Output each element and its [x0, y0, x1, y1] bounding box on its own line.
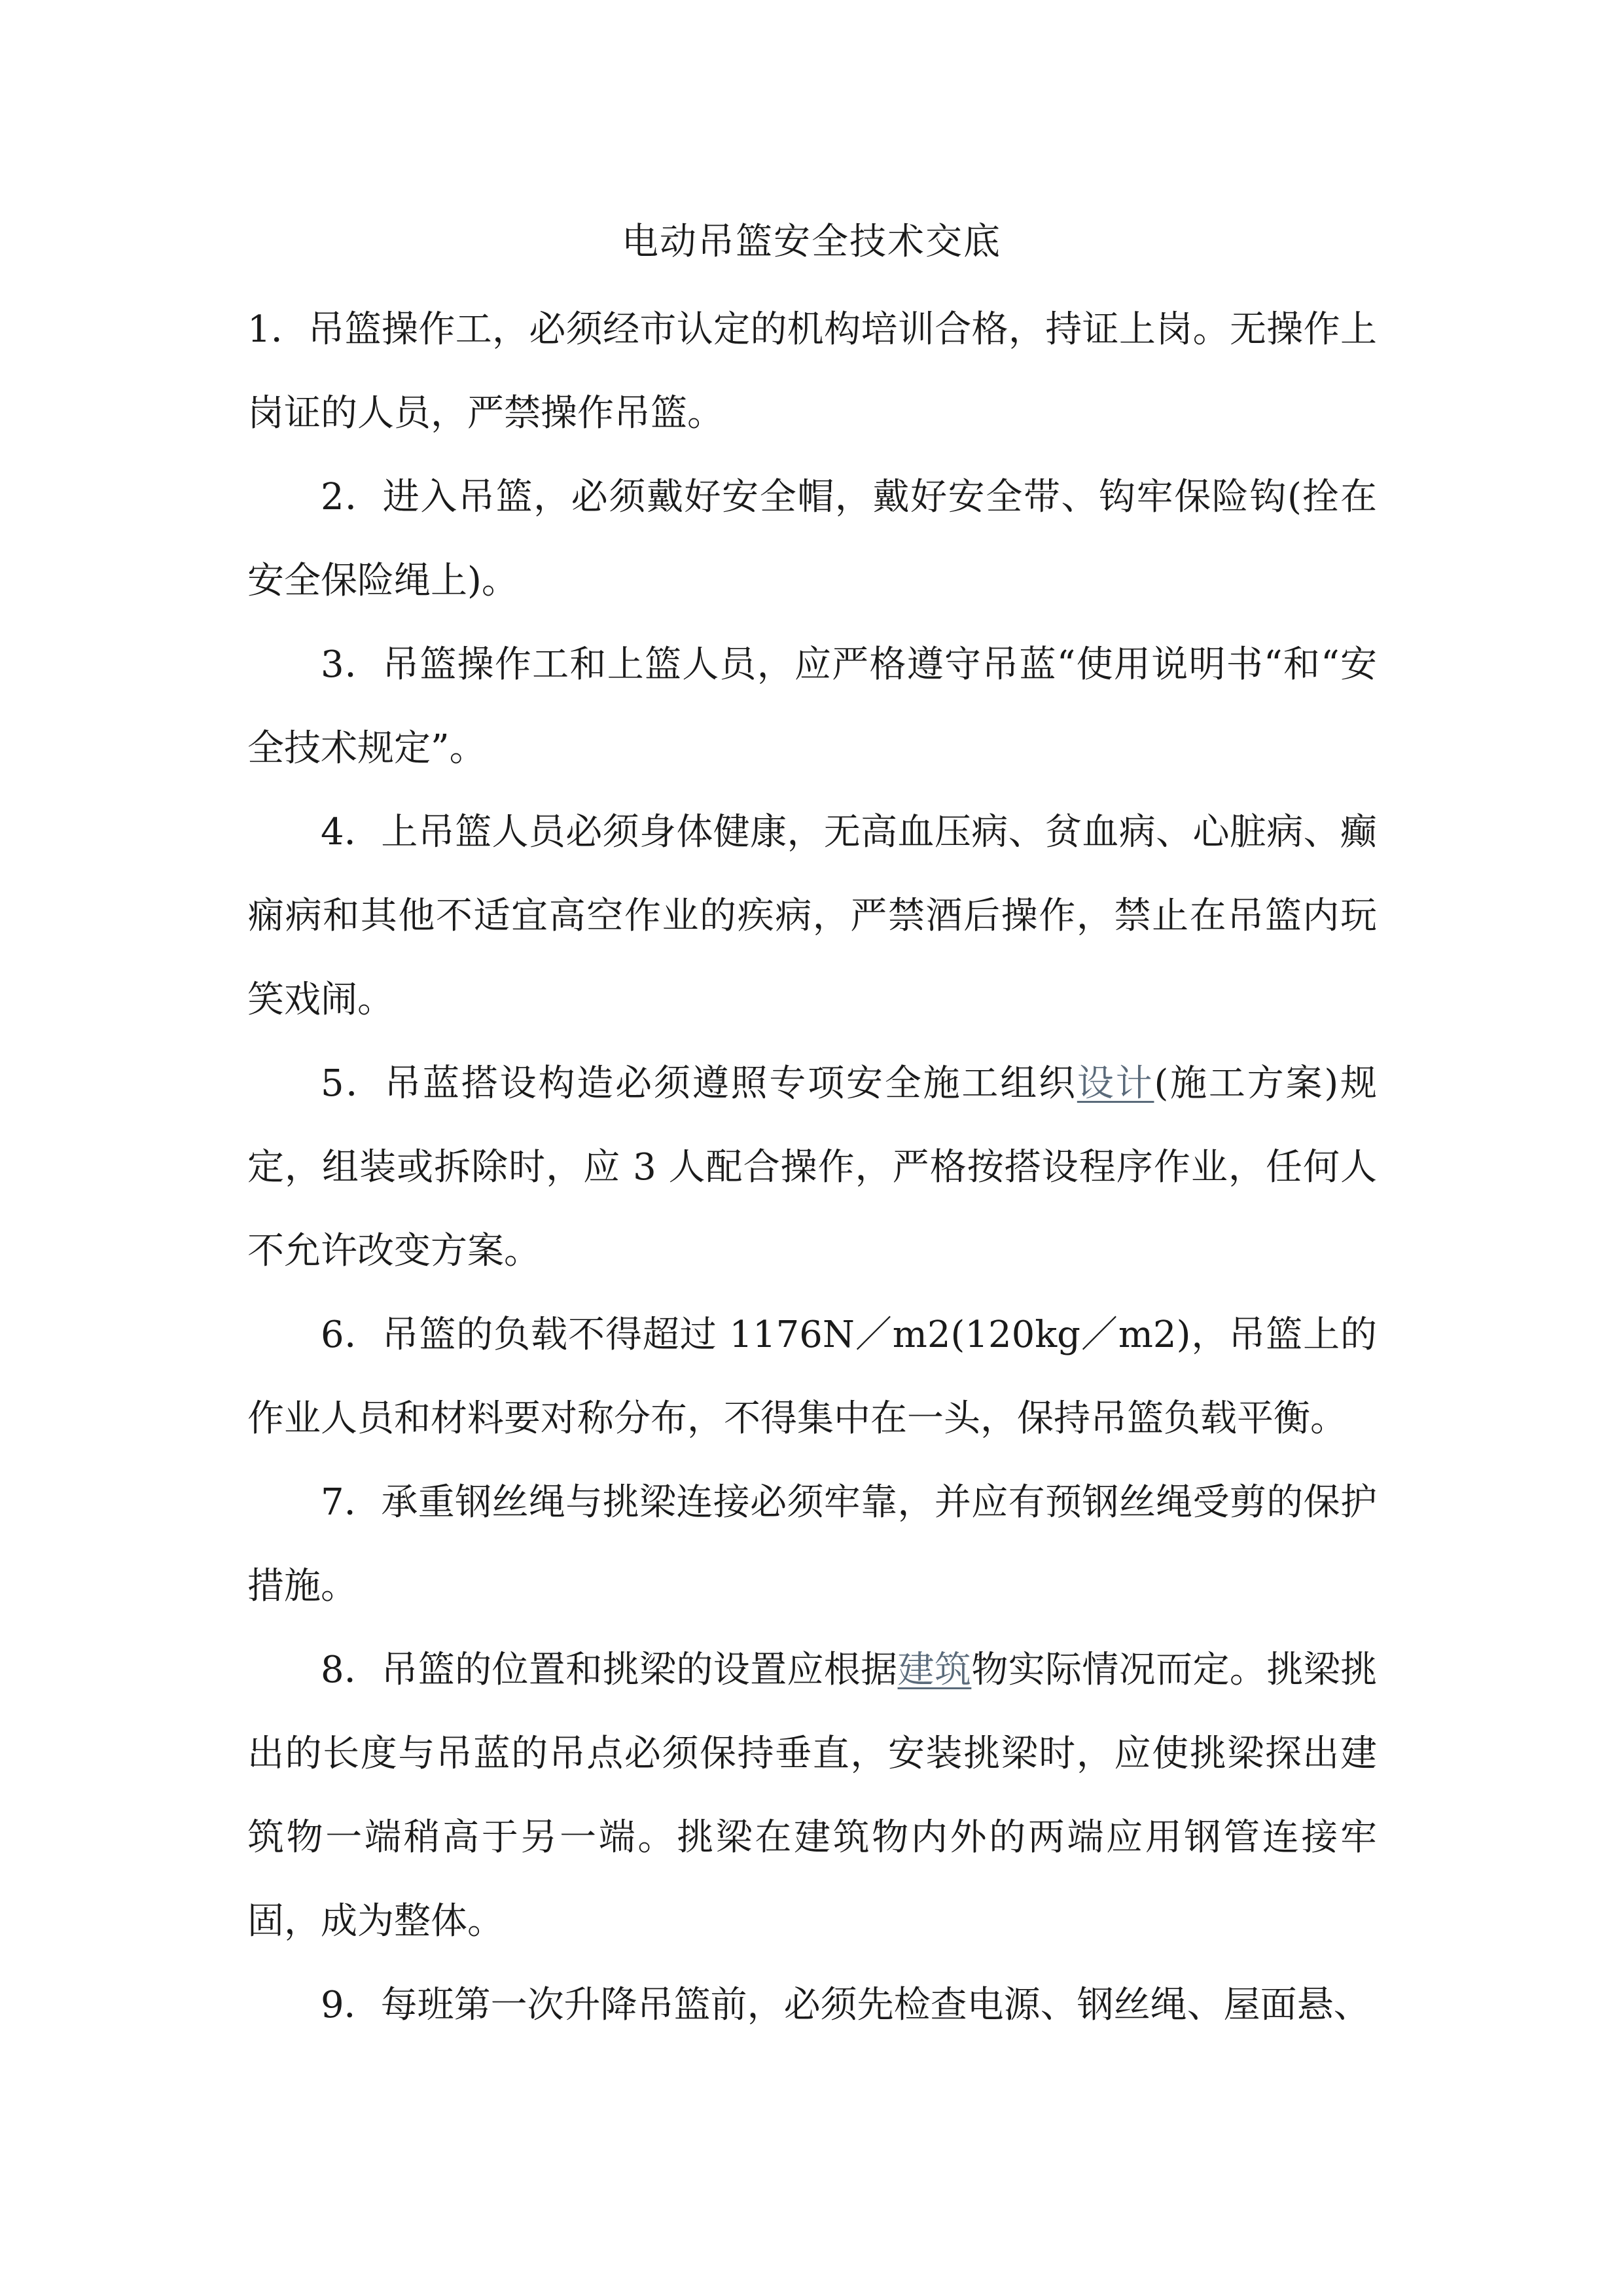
paragraph-9: 9．每班第一次升降吊篮前，必须先检查电源、钢丝绳、屋面悬、	[321, 1984, 1370, 2026]
paragraph-2: 2．进入吊篮，必须戴好安全帽，戴好安全带、钩牢保险钩(拴在安全保险绳上)。	[247, 476, 1377, 602]
paragraph-3: 3．吊篮操作工和上篮人员，应严格遵守吊蓝“使用说明书“和“安全技术规定”。	[247, 643, 1377, 770]
link-design[interactable]: 设计	[1077, 1062, 1154, 1105]
document-body	[247, 288, 1377, 2047]
paragraph-8-text-after: 物实际情况而定。挑梁挑出的长度与吊蓝的吊点必须保持垂直，安装挑梁时，应使挑梁探出建筑物一端稍高于另一端。挑梁在建筑物内外的两端应用钢管连接牢固，成为整体。	[247, 1649, 1378, 1943]
paragraph-4: 4．上吊篮人员必须身体健康，无高血压病、贫血病、心脏病、癫痫病和其他不适宜高空作业的疾病，严禁酒后操作，禁止在吊篮内玩笑戏闹。	[247, 811, 1377, 1021]
paragraph-5-text-after: (施工方案)规定，组装或拆除时，应 3 人配合操作，严格按搭设程序作业，任何人不允许改变方案。	[247, 1062, 1377, 1272]
link-building[interactable]: 建筑	[897, 1649, 972, 1691]
paragraph-6: 6．吊篮的负载不得超过 1176N／m2(120kg／m2)，吊篮上的作业人员和材料要对称分布，不得集中在一头，保持吊篮负载平衡。	[247, 1314, 1377, 1440]
paragraph-7: 7．承重钢丝绳与挑梁连接必须牢靠，并应有预钢丝绳受剪的保护措施。	[247, 1481, 1377, 1607]
paragraph-8-text-before: 8．吊篮的位置和挑梁的设置应根据	[321, 1649, 898, 1691]
paragraph-1: 1．吊篮操作工，必须经市认定的机构培训合格，持证上岗。无操作上岗证的人员，严禁操作吊篮。	[247, 308, 1377, 435]
paragraph-8	[247, 1628, 1377, 1964]
document-title: 电动吊篮安全技术交底	[622, 221, 1001, 263]
paragraph-5-text-before: 5．吊蓝搭设构造必须遵照专项安全施工组织	[321, 1062, 1077, 1105]
paragraph-5	[247, 1042, 1377, 1293]
